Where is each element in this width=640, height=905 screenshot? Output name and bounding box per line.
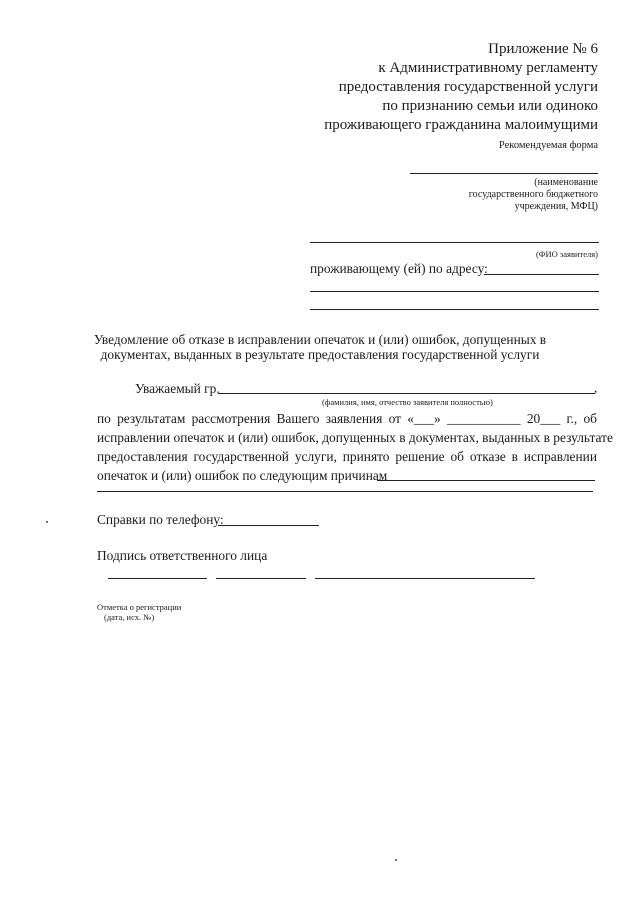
phone-label: Справки по телефону: (97, 512, 224, 527)
address-line-3 (310, 309, 599, 310)
phone-line (218, 525, 319, 526)
signature-position-line (108, 578, 207, 579)
scan-speck (395, 859, 397, 861)
recommended-form-label: Рекомендуемая форма (498, 140, 598, 151)
appendix-number: Приложение № 6 (488, 41, 598, 57)
address-line-2 (310, 291, 599, 292)
appendix-reference: к Административному регламенту (378, 60, 598, 76)
reasons-line-1 (377, 480, 595, 481)
body-line-1: по результатам рассмотрения Вашего заявления от «___» ___________ 20___ г., об (97, 411, 597, 426)
salutation-caption: (фамилия, имя, отчество заявителя полностью) (322, 397, 493, 407)
address-label: проживающему (ей) по адресу: (310, 261, 488, 276)
salutation-label: Уважаемый гр. (135, 381, 220, 396)
notice-title-line2: документах, выданных в результате предоставления государственной услуги (100, 347, 540, 362)
recipient-caption-3: учреждения, МФЦ) (514, 201, 598, 212)
address-line-1 (484, 274, 599, 275)
registration-label: Отметка о регистрации (97, 602, 182, 612)
reasons-line-2 (97, 491, 593, 492)
signature-label: Подпись ответственного лица (97, 548, 268, 563)
appendix-service-line2: по признанию семьи или одиноко (382, 98, 598, 114)
recipient-caption-2: государственного бюджетного (468, 189, 598, 200)
body-line-2: исправлении опечаток и (или) ошибок, допущенных в документах, выданных в результате (97, 430, 613, 445)
applicant-caption: (ФИО заявителя) (535, 249, 598, 259)
recipient-caption-1: (наименование (534, 177, 598, 188)
registration-caption: (дата, исх. №) (104, 612, 155, 622)
recipient-name-line (410, 173, 598, 174)
body-line-4: опечаток и (или) ошибок по следующим причинам (97, 468, 388, 483)
body-line-3: предоставления государственной услуги, принято решение об отказе в исправлении (97, 449, 597, 464)
appendix-service-line1: предоставления государственной услуги (338, 79, 598, 95)
applicant-name-line (310, 242, 599, 243)
salutation-name-line (218, 393, 595, 394)
scan-speck (46, 521, 48, 523)
appendix-service-line3: проживающего гражданина малоимущими (324, 117, 598, 133)
notice-title-line1: Уведомление об отказе в исправлении опечаток и (или) ошибок, допущенных в (93, 332, 547, 347)
signature-line (216, 578, 306, 579)
signature-name-line (315, 578, 535, 579)
salutation-comma: , (594, 380, 598, 395)
